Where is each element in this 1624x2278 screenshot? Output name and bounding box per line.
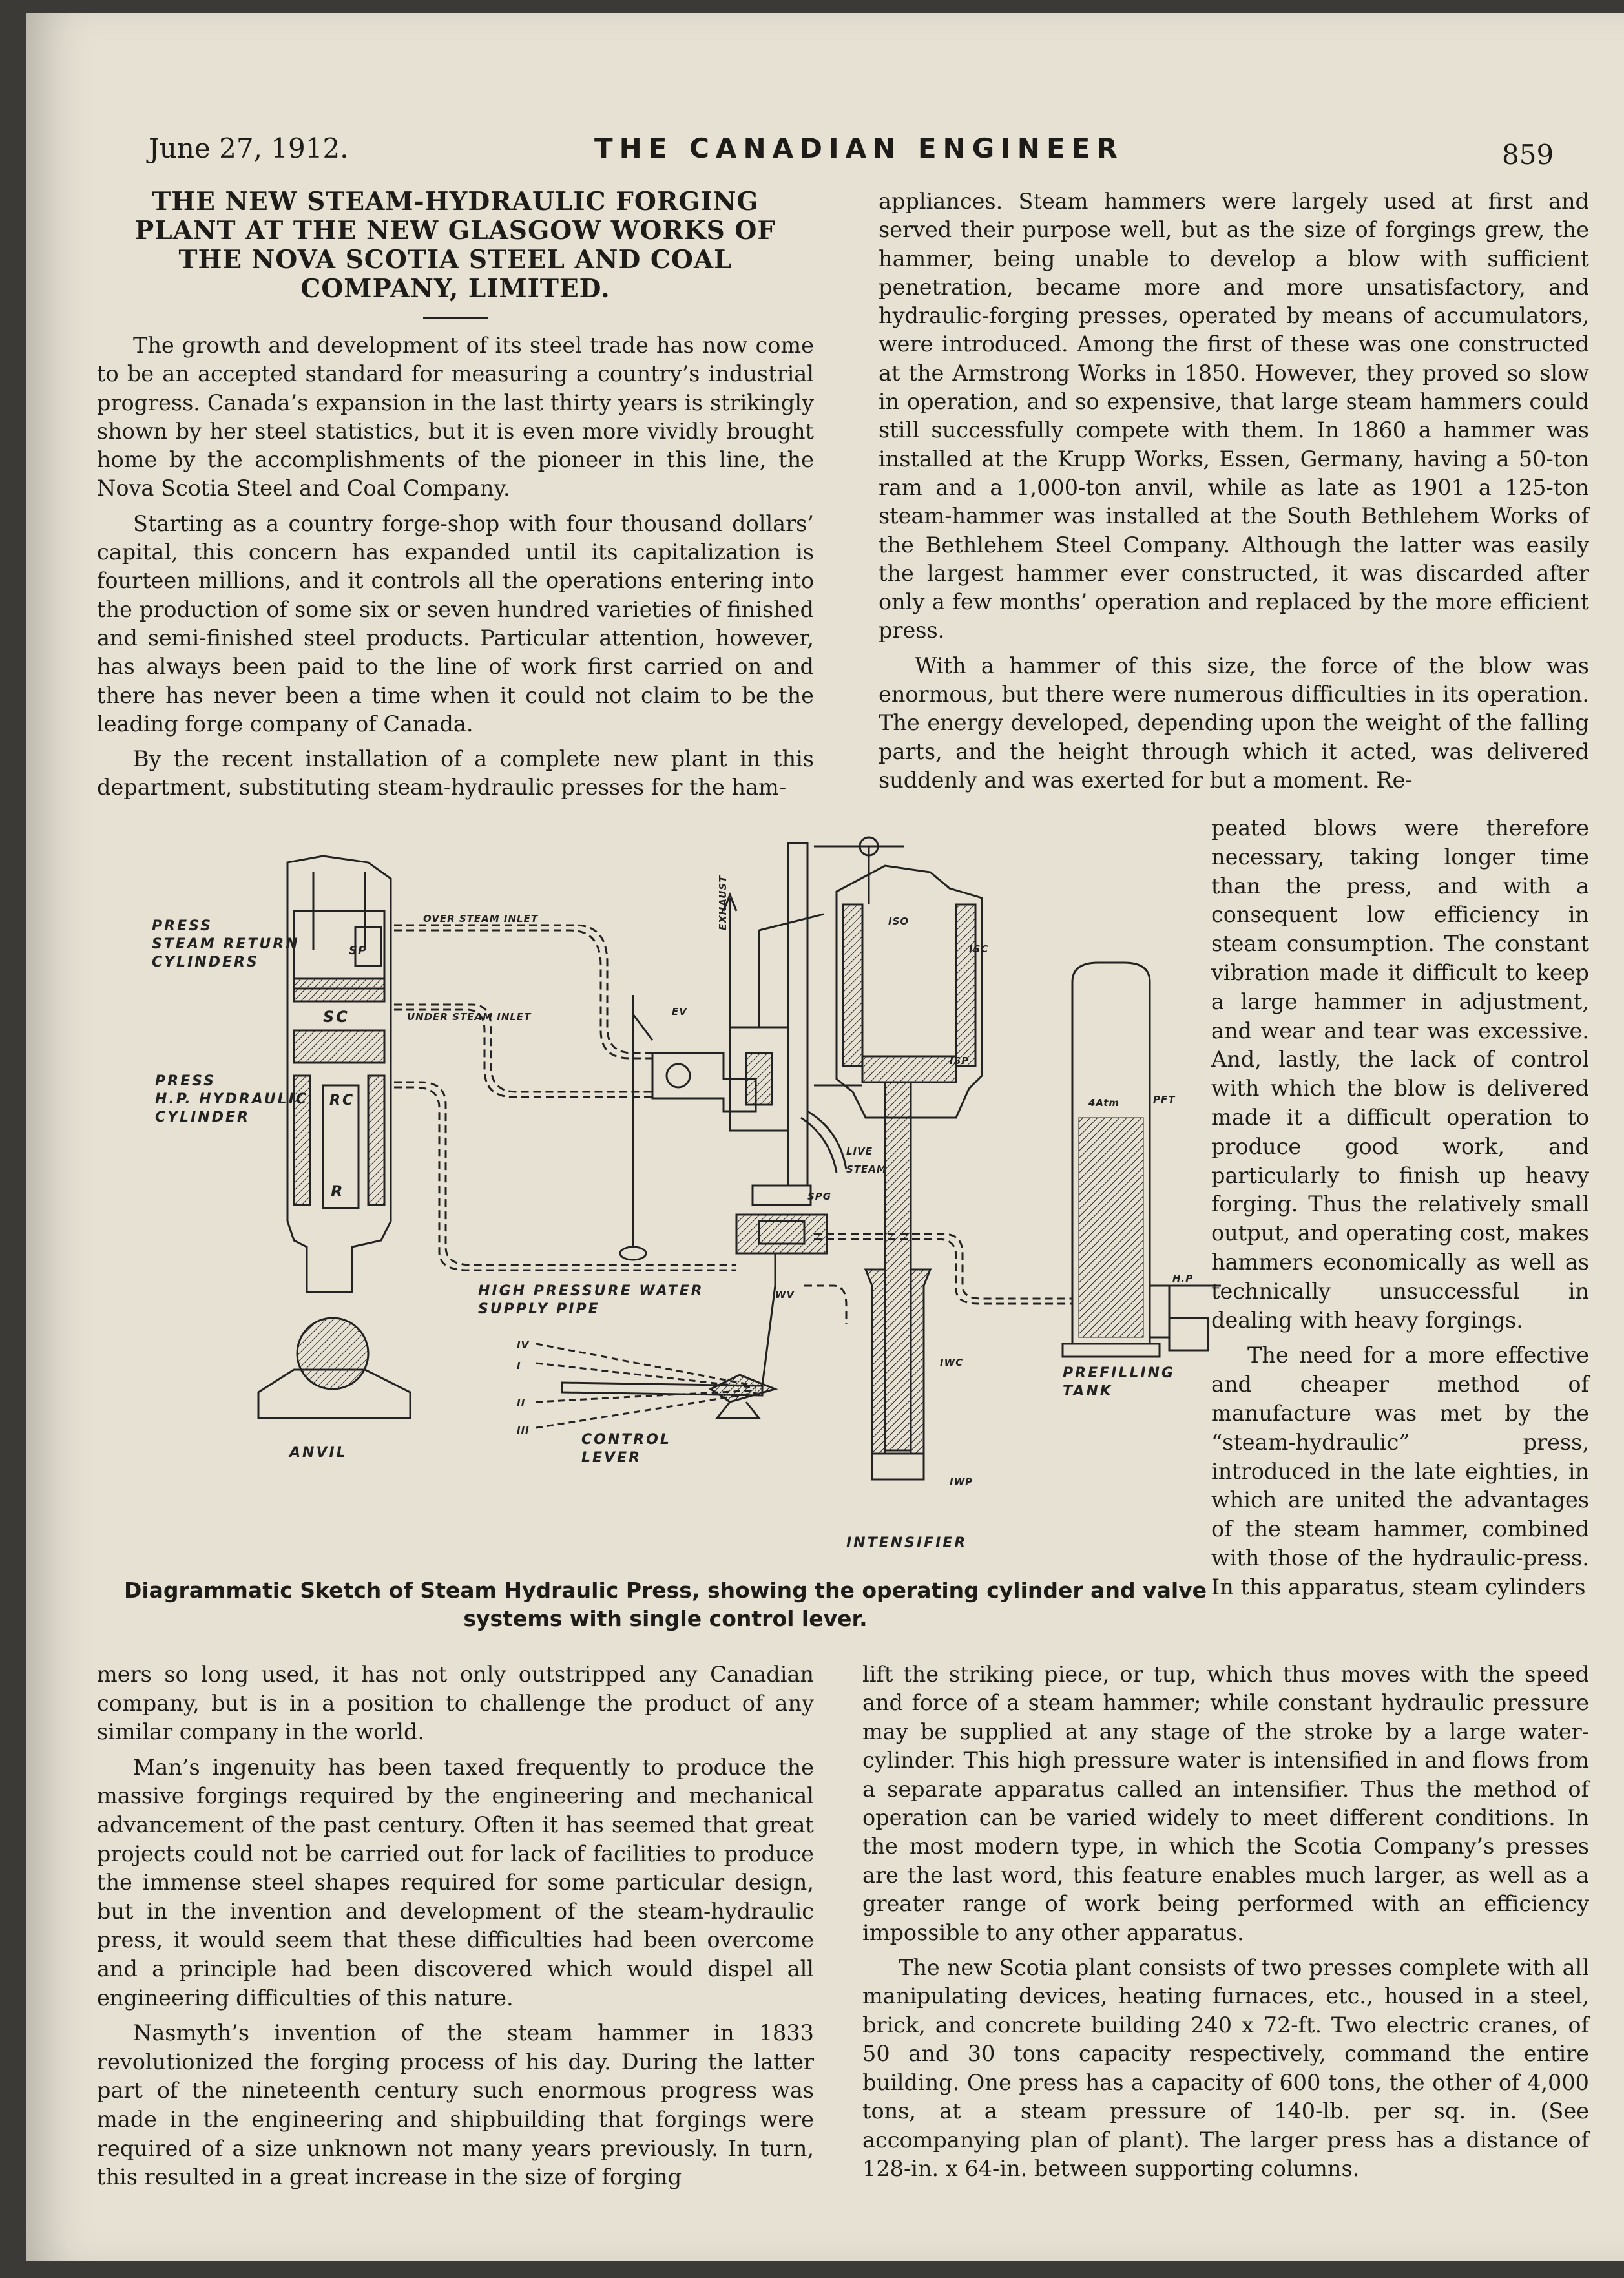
journal-page — [26, 13, 1624, 2261]
label-lever-position-iii: III — [517, 1425, 530, 1436]
label-wv: WV — [775, 1289, 795, 1301]
label-spg: SPG — [807, 1191, 832, 1202]
paragraph: appliances. Steam hammers were largely used at first and served their purpose well, but as the size of forgings grew, the hammer, being unable to develop a blow with sufficient penetration, became more and more unsatisfactory, and hydraulic-forging presses, operated by means of accumulators, were introduced. Among the first of these was one constructed at the Armstrong Works in 1850. However, they proved so slow in operation, and so expensive, that large steam hammers could still successfully compete with them. In 1860 a hammer was installed at the Krupp Works, Essen, Germany, having a 50-ton ram and a 1,000-ton anvil, while as late as 1901 a 125-ton steam-hammer was installed at the South Bethlehem Works of the Bethlehem Steel Company. Although the latter was easily the largest hammer ever constructed, it was discarded after only a few months’ operation and replaced by the more efficient press. — [879, 189, 1589, 643]
label-iso: ISO — [888, 915, 910, 927]
paragraph: lift the striking piece, or tup, which thus moves with the speed and force of a steam hammer; while constant hydraulic pressure may be supplied at any stage of the stroke by a large water-cylinder. This high pressure water is intensified in and flows from a separate apparatus called an intensifier. Thus the method of operation can be varied widely to meet different conditions. In the most modern type, in which the Scotia Company’s presses are the last word, this feature enables much larger, as well as a greater range of work being performed with an efficiency impossible to any other apparatus. — [862, 1662, 1589, 1945]
paragraph: Starting as a country forge-shop with four thousand dollars’ capital, this concern has expanded until its capitalization is fourteen millions, and it controls all the operations entering into the production of some six or seven hundred varieties of finished and semi-finished steel products. Particular attention, however, has always been paid to the line of work first carried on and there has never been a time when it could not claim to be the leading forge company of Canada. — [97, 510, 814, 737]
label-live-steam: LIVE STEAM — [846, 1145, 887, 1175]
journal-title: THE CANADIAN ENGINEER — [594, 132, 1124, 164]
label-lever-position-i: I — [517, 1360, 521, 1372]
label-lever-position-ii: II — [517, 1397, 526, 1409]
label-iwc: IWC — [940, 1357, 964, 1368]
column-right-top — [879, 187, 1589, 801]
article-title: THE NEW STEAM-HYDRAULIC FORGING PLANT AT THE NEW GLASGOW WORKS OF THE NOVA SCOTIA STEEL AND COAL COMPANY, LIMITED. — [134, 187, 776, 304]
label-sp: SP — [349, 944, 368, 957]
label-atm: 4Atm — [1088, 1097, 1120, 1109]
title-rule — [423, 317, 488, 319]
press-diagram — [110, 833, 1247, 1557]
label-iwp: IWP — [950, 1476, 973, 1488]
paragraph: peated blows were therefore necessary, taking longer time than the press, and with a consequent low efficiency in steam consumption. The constant vibration made it difficult to keep a large hammer in adjustment, and wear and tear was excessive. And, lastly, the lack of control with which the blow is delivered made it a difficult operation to produce good work, and particularly to finish up heavy forging. Thus the relatively small output, and operating cost, makes hammers economically as well as technically unsuccessful in dealing with heavy forgings. — [1211, 815, 1589, 1333]
label-isp: ISP — [950, 1055, 970, 1067]
running-header — [26, 126, 1624, 171]
paragraph: mers so long used, it has not only outstripped any Canadian company, but is in a position to challenge the product of any similar company in the world. — [97, 1662, 814, 1745]
label-pft: PFT — [1153, 1094, 1176, 1105]
label-over-steam-inlet: OVER STEAM INLET — [423, 913, 539, 925]
label-ev: EV — [672, 1006, 687, 1018]
label-press-steam-return: PRESS STEAM RETURN CYLINDERS — [152, 918, 300, 970]
header-date: June 27, 1912. — [149, 132, 349, 164]
figure-caption: Diagrammatic Sketch of Steam Hydraulic Press, showing the operating cylinder and valve systems with single control lever. — [123, 1578, 1207, 1631]
label-control-lever: CONTROL LEVER — [581, 1432, 671, 1466]
paragraph: The new Scotia plant consists of two presses complete with all manipulating devices, heating furnaces, etc., housed in a steel, brick, and concrete building 240 x 72-ft. Two electric cranes, of 50 and 30 tons capacity respectively, command the entire building. One press has a capacity of 600 tons, the other of 4,000 tons, at a steam pressure of 140-lb. per sq. in. (See accompanying plan of plant). The larger press has a distance of 128-in. x 64-in. between supporting columns. — [862, 1955, 1589, 2181]
label-sc: SC — [323, 1008, 349, 1026]
paragraph: Man’s ingenuity has been taxed frequently to produce the massive forgings required by the engineering and mechanical advancement of the past century. Often it has seemed that great projects could not be carried out for lack of facilities to produce the immense steel shapes required for some particular design, but in the invention and development of the steam-hydraulic press, it would seem that these difficulties had been overcome and a principle had been discovered which would dispel all engineering difficulties of this nature. — [97, 1754, 814, 2011]
paragraph: With a hammer of this size, the force of the blow was enormous, but there were numerous difficulties in its operation. The energy developed, depending upon the weight of the falling parts, and the height through which it acted, was delivered suddenly and was exerted for but a moment. Re- — [879, 653, 1589, 793]
label-anvil: ANVIL — [289, 1445, 348, 1461]
label-isc: ISC — [969, 943, 989, 955]
paragraph: Nasmyth’s invention of the steam hammer in 1833 revolutionized the forging process of his day. During the latter part of the nineteenth century such enormous progress was made in the engineering and shipbuilding that forgings were required of a size unknown not many years previously. In turn, this resulted in a great increase in the size of forging — [97, 2020, 814, 2190]
label-intensifier: INTENSIFIER — [846, 1535, 968, 1551]
label-press-hp-hydraulic: PRESS H.P. HYDRAULIC CYLINDER — [155, 1073, 309, 1125]
label-exhaust: EXHAUST — [717, 875, 729, 930]
page-number: 859 — [1502, 139, 1554, 171]
column-right-beside-figure — [1211, 814, 1589, 1609]
label-rc: RC — [329, 1092, 355, 1109]
column-left-bottom — [97, 1660, 814, 2199]
label-hp-water-supply: HIGH PRESSURE WATER SUPPLY PIPE — [478, 1283, 704, 1317]
paragraph: The need for a more effective and cheaper method of manufacture was met by the “steam-hydraulic” press, introduced in the late eighties, in which are united the advantages of the steam hammer, combined with those of the hydraulic-press. In this apparatus, steam cylinders — [1211, 1343, 1589, 1600]
paragraph: By the recent installation of a complete new plant in this department, substituting steam-hydraulic presses for the ham- — [97, 746, 814, 800]
label-lever-position-iv: IV — [517, 1339, 530, 1351]
paragraph: The growth and development of its steel trade has now come to be an accepted standard for measuring a country’s industrial progress. Canada’s expansion in the last thirty years is strikingly shown by her steel statistics, but it is even more vividly brought home by the accomplishments of the pioneer in this line, the Nova Scotia Steel and Coal Company. — [97, 333, 814, 501]
label-prefilling-tank: PREFILLING TANK — [1063, 1365, 1175, 1399]
column-left-top — [97, 187, 814, 809]
label-hp: H.P — [1172, 1273, 1194, 1284]
label-r: R — [331, 1182, 345, 1200]
label-under-steam-inlet: UNDER STEAM INLET — [407, 1011, 532, 1023]
column-right-bottom — [862, 1660, 1589, 2189]
